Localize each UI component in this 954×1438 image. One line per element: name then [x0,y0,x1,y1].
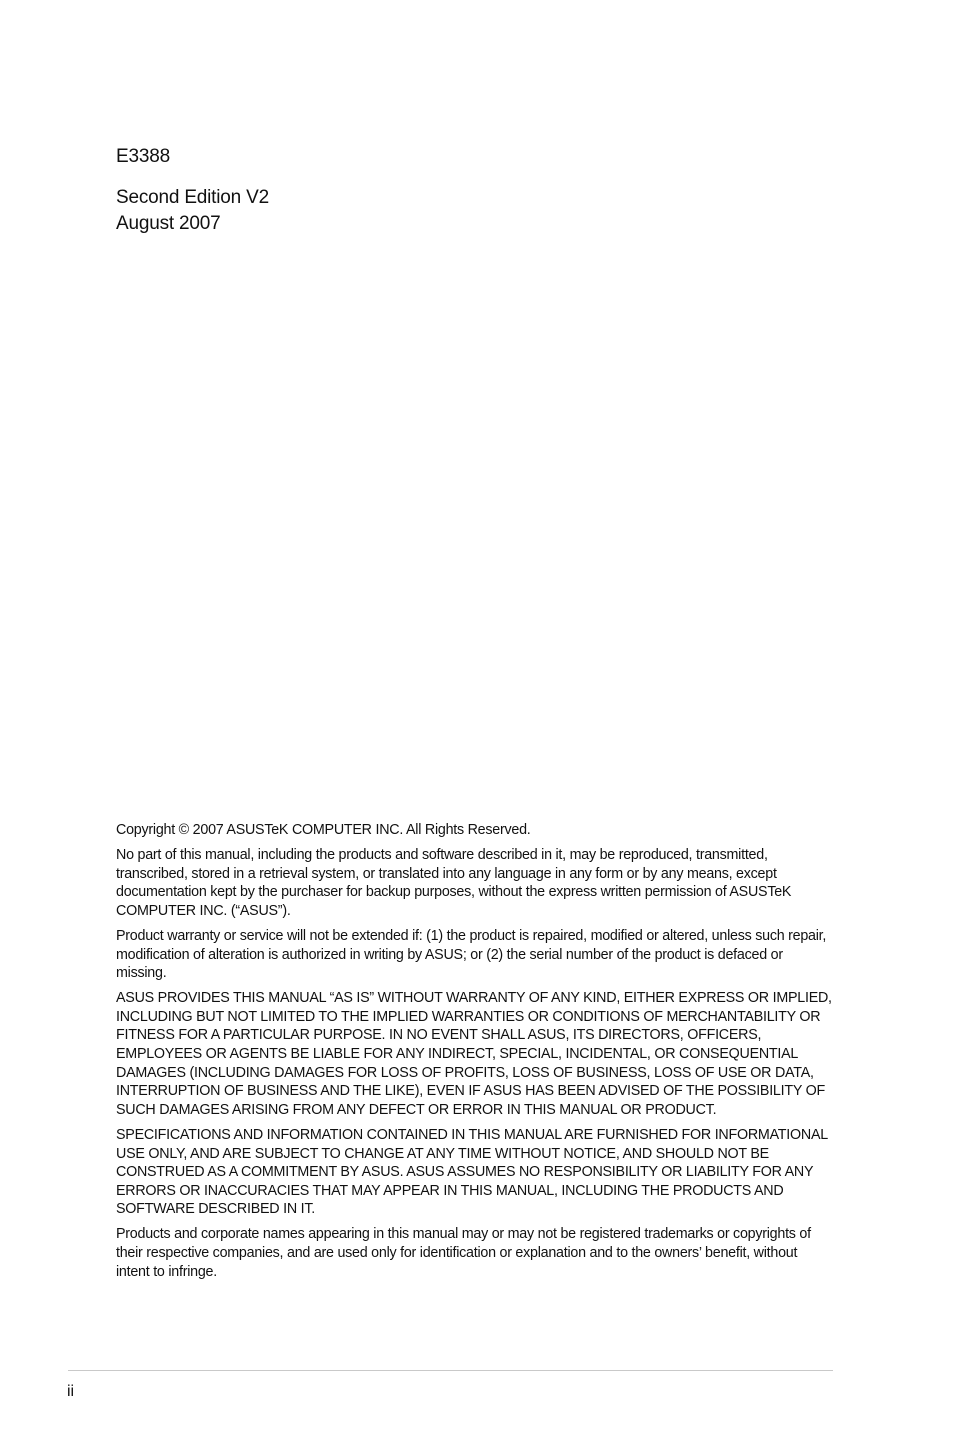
edition-label: Second Edition V2 [116,187,269,208]
legal-notice [116,821,832,1288]
specifications-notice: SPECIFICATIONS AND INFORMATION CONTAINED IN THIS MANUAL ARE FURNISHED FOR INFORMATIONAL USE ONLY, AND ARE SUBJECT TO CHANGE AT ANY TIME WITHOUT NOTICE, AND SHOULD NOT BE CONSTRUED AS A COMMITMENT BY ASUS. ASUS ASSUMES NO RESPONSIBILITY OR LIABILITY FOR ANY ERRORS OR INACCURACIES THAT MAY APPEAR IN THIS MANUAL, INCLUDING THE PRODUCTS AND SOFTWARE DESCRIBED IN IT. [116,1126,828,1218]
footer-divider [68,1370,833,1371]
warranty-notice: Product warranty or service will not be extended if: (1) the product is repaired, modified or altered, unless such repair, modification of alteration is authorized in writing by ASUS; or (2) the serial number of the product is defaced or missing. [116,927,827,982]
document-code: E3388 [116,146,170,167]
reproduction-notice: No part of this manual, including the products and software described in it, may be reproduced, transmitted, transcribed, stored in a retrieval system, or translated into any language in any form or by any means, except documentation kept by the purchaser for backup purposes, without the express written permission of ASUSTeK COMPUTER INC. (“ASUS”). [116,847,792,919]
trademarks-notice: Products and corporate names appearing in this manual may or may not be registered trademarks or copyrights of their respective companies, and are used only for identification or explanation and to the owners’ benefit, without intent to infringe. [116,1226,811,1280]
disclaimer-notice: ASUS PROVIDES THIS MANUAL “AS IS” WITHOUT WARRANTY OF ANY KIND, EITHER EXPRESS OR IMPLIED, INCLUDING BUT NOT LIMITED TO THE IMPLIED WARRANTIES OR CONDITIONS OF MERCHANTABILITY OR FITNESS FOR A PARTICULAR PURPOSE. IN NO EVENT SHALL ASUS, ITS DIRECTORS, OFFICERS, EMPLOYEES OR AGENTS BE LIABLE FOR ANY INDIRECT, SPECIAL, INCIDENTAL, OR CONSEQUENTIAL DAMAGES (INCLUDING DAMAGES FOR LOSS OF PROFITS, LOSS OF BUSINESS, LOSS OF USE OR DATA, INTERRUPTION OF BUSINESS AND THE LIKE), EVEN IF ASUS HAS BEEN ADVISED OF THE POSSIBILITY OF SUCH DAMAGES ARISING FROM ANY DEFECT OR ERROR IN THIS MANUAL OR PRODUCT. [116,990,832,1118]
edition-date: August 2007 [116,213,221,234]
page-number: ii [67,1383,75,1400]
copyright-notice: Copyright © 2007 ASUSTeK COMPUTER INC. All Rights Reserved. [116,822,531,838]
edition-block [116,145,716,237]
